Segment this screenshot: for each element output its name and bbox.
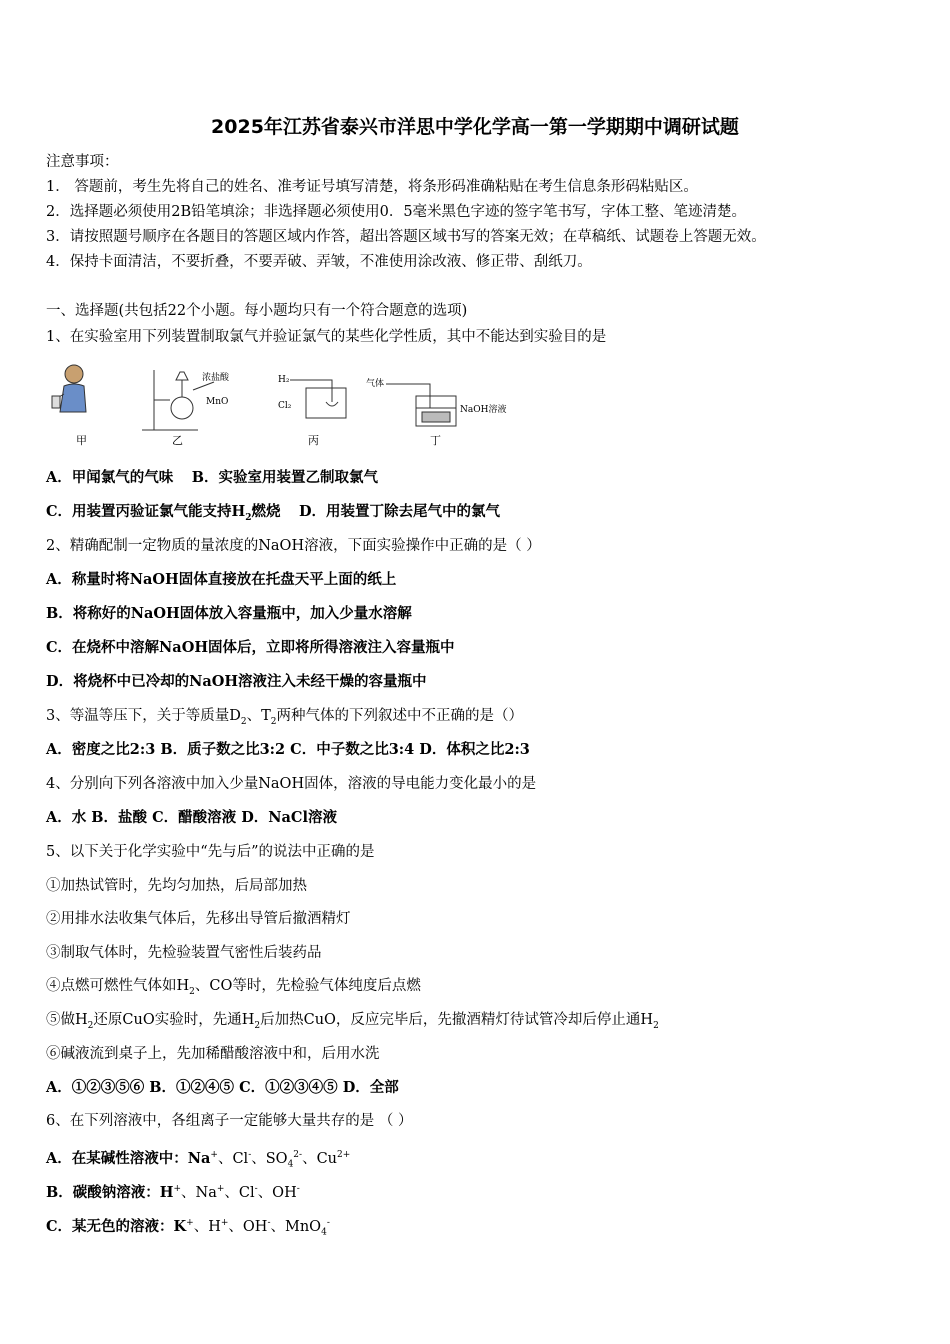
q5-options: A．①②③⑤⑥ B．①②④⑤ C．①②③④⑤ D．全部 — [46, 1079, 399, 1096]
q5-item-3: ③制取气体时，先检验装置气密性后装药品 — [46, 945, 322, 961]
notice-item-4: 4．保持卡面清洁，不要折叠，不要弄破、弄皱，不准使用涂改液、修正带、刮纸刀。 — [46, 254, 592, 270]
section-heading: 一、选择题(共包括22个小题。每小题均只有一个符合题意的选项) — [46, 303, 468, 319]
q2-option-c: C．在烧杯中溶解NaOH固体后，立即将所得溶液注入容量瓶中 — [46, 639, 455, 656]
apparatus-drawing — [46, 360, 526, 456]
label-jia: 甲 — [76, 434, 87, 447]
q1-options-cd — [46, 503, 500, 527]
label-yi: 乙 — [172, 434, 183, 447]
q2-option-a: A．称量时将NaOH固体直接放在托盘天平上面的纸上 — [46, 571, 397, 588]
notice-heading: 注意事项： — [46, 154, 119, 170]
q1-apparatus-figure — [46, 360, 526, 456]
notice-item-3: 3．请按照题号顺序在各题目的答题区域内作答，超出答题区域书写的答案无效；在草稿纸、试题卷上答题无效。 — [46, 229, 766, 245]
q6-option-c: C．某无色的溶液：K+、H+、OH-、MnO$_4$- — [46, 1217, 330, 1238]
q1-option-c: C．用装置丙验证氯气能支持$H_2$燃烧 — [46, 503, 281, 523]
label-bing: 丙 — [308, 434, 319, 447]
label-nongyansuan: 浓盐酸 — [202, 373, 230, 383]
q1-options-ab — [46, 469, 378, 487]
q3-stem: 3、等温等压下，关于等质量$D_2$、$T_2$两种气体的下列叙述中不正确的是（） — [46, 708, 523, 727]
q5-item-2: ②用排水法收集气体后，先移出导管后撤酒精灯 — [46, 911, 351, 927]
q1-option-b: B．实验室用装置乙制取氯气 — [191, 469, 378, 486]
q5-item-5: ⑤做$H_2$还原CuO实验时，先通$H_2$后加热CuO，反应完毕后，先撤酒精灯待试管冷却后停止通$H_2$ — [46, 1012, 659, 1031]
q2-option-d: D．将烧杯中已冷却的NaOH溶液注入未经干燥的容量瓶中 — [46, 673, 427, 690]
q4-options: A．水 B．盐酸 C．醋酸溶液 D．NaCl溶液 — [46, 809, 337, 826]
notice-item-2: 2．选择题必须使用2B铅笔填涂；非选择题必须使用0．5毫米黑色字迹的签字笔书写，字体工整、笔迹清楚。 — [46, 204, 747, 220]
q1-option-a: A．甲闻氯气的气味 — [46, 469, 174, 486]
q3-options: A．密度之比2:3 B．质子数之比3:2 C．中子数之比3:4 D．体积之比2:3 — [46, 741, 530, 758]
label-naoh: NaOH溶液 — [460, 405, 507, 415]
q1-option-d: D．用装置丁除去尾气中的氯气 — [298, 503, 501, 520]
q4-stem: 4、分别向下列各溶液中加入少量NaOH固体，溶液的导电能力变化最小的是 — [46, 776, 537, 792]
person-smelling-figure — [52, 365, 86, 412]
q2-stem: 2、精确配制一定物质的量浓度的NaOH溶液，下面实验操作中正确的是（ ） — [46, 538, 541, 554]
label-qiti: 气体 — [366, 379, 385, 389]
q5-item-4: ④点燃可燃性气体如$H_2$、CO等时，先检验气体纯度后点燃 — [46, 978, 421, 997]
q1-stem: 1、在实验室用下列装置制取氯气并验证氯气的某些化学性质，其中不能达到实验目的是 — [46, 329, 607, 345]
absorption-apparatus — [386, 384, 456, 426]
label-ding: 丁 — [430, 434, 441, 447]
q2-option-b: B．将称好的NaOH固体放入容量瓶中，加入少量水溶解 — [46, 605, 412, 622]
label-cl2: Cl₂ — [278, 401, 292, 411]
q5-item-1: ①加热试管时，先均匀加热，后局部加热 — [46, 878, 307, 894]
notice-item-1: 1． 答题前，考生先将自己的姓名、准考证号填写清楚，将条形码准确粘贴在考生信息条形码粘贴区。 — [46, 179, 698, 195]
q6-stem: 6、在下列溶液中，各组离子一定能够大量共存的是 （ ） — [46, 1113, 413, 1129]
q6-option-b: B．碳酸钠溶液：H+、Na+、Cl-、OH- — [46, 1183, 300, 1201]
q5-item-6: ⑥碱液流到桌子上，先加稀醋酸溶液中和，后用水洗 — [46, 1046, 380, 1062]
q6-option-a: A．在某碱性溶液中：Na+、Cl-、$SO_4^{2-}$、$Cu^{2+}$ — [46, 1149, 351, 1170]
page-title: 2025年江苏省泰兴市洋思中学化学高一第一学期期中调研试题 — [211, 116, 739, 138]
label-h2: H₂ — [278, 375, 290, 385]
label-mno: MnO — [206, 397, 229, 407]
combustion-apparatus — [290, 380, 346, 418]
q5-stem: 5、以下关于化学实验中“先与后”的说法中正确的是 — [46, 844, 375, 860]
